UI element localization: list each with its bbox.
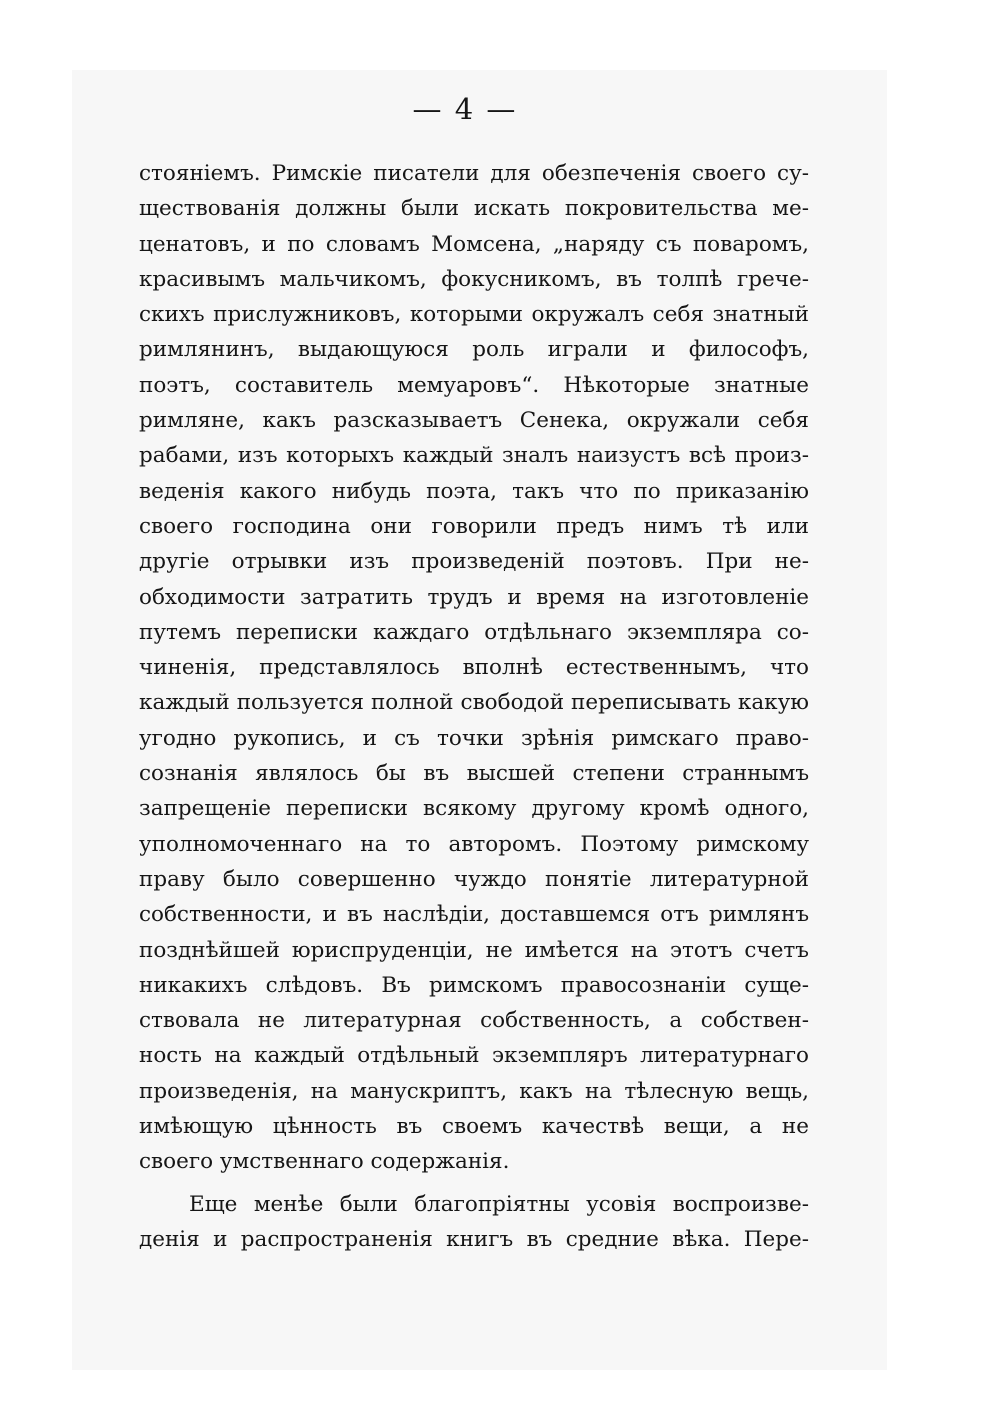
text-line: никакихъ слѣдовъ. Въ римскомъ правосознанiи суще- [139,972,809,998]
body-text [139,156,809,1257]
text-line: праву было совершенно чуждо понятiе литературной [139,866,809,892]
paragraph-2 [139,1187,809,1258]
text-line: своего умственнаго содержанiя. [139,1149,510,1175]
text-line: обходимости затратить трудъ и время на изготовленiе [139,584,809,610]
text-line: стоянiемъ. Римскiе писатели для обезпеченiя своего су- [139,161,809,186]
text-line: позднѣйшей юриспруденцiи, не имѣется на этотъ счетъ [139,937,809,963]
text-line: ществованiя должны были искать покровительства ме- [139,196,809,222]
text-line: каждый пользуется полной свободой переписывать какую [139,690,809,716]
text-line: своего господина они говорили предъ нимъ тѣ или [139,513,809,539]
text-line: ценатовъ, и по словамъ Момсена, „наряду съ поваромъ, [139,231,809,257]
text-line: имѣющую цѣнность въ своемъ качествѣ вещи, а не [139,1114,809,1140]
text-line: путемъ переписки каждаго отдѣльнаго экземпляра со- [139,619,809,645]
text-line: запрещенiе переписки всякому другому кромѣ одного, [139,796,809,822]
text-line: произведенiя, на манускриптъ, какъ на тѣлесную вещь, [139,1078,809,1104]
text-line: красивымъ мальчикомъ, фокусникомъ, въ толпѣ грече- [139,266,809,292]
text-line: угодно рукопись, и съ точки зрѣнiя римскаго право- [139,725,809,751]
text-line: чиненiя, представлялось вполнѣ естественнымъ, что [139,655,809,681]
text-line: уполномоченнаго на то авторомъ. Поэтому римскому [139,831,809,857]
text-line: римлянинъ, выдающуюся роль играли и философъ, [139,337,809,363]
text-line: ствовала не литературная собственность, а собствен- [139,1008,809,1034]
text-line: денiя и распространенiя книгъ въ средние вѣка. Пере- [139,1226,809,1252]
text-line: рабами, изъ которыхъ каждый зналъ наизустъ всѣ произ- [139,443,809,469]
text-line: Еще менѣе были благопрiятны усовiя воспроизве- [189,1191,809,1217]
text-line: веденiя какого нибудь поэта, такъ что по приказанiю [139,478,809,504]
text-line: ность на каждый отдѣльный экземпляръ литературнаго [139,1043,809,1069]
paragraph-1 [139,156,809,1180]
text-line: римляне, какъ разсказываетъ Сенека, окружали себя [139,408,809,434]
text-line: поэтъ, составитель мемуаровъ“. Нѣкоторые знатные [139,372,809,398]
text-line: скихъ прислужниковъ, которыми окружалъ себя знатный [139,302,809,328]
text-line: сознанiя являлось бы въ высшей степени страннымъ [139,761,809,787]
text-line: другiе отрывки изъ произведенiй поэтовъ. При не- [139,549,809,575]
page-number: — 4 — [412,92,518,126]
text-line: собственности, и въ наслѣдiи, доставшемся отъ римлянъ [139,902,809,928]
